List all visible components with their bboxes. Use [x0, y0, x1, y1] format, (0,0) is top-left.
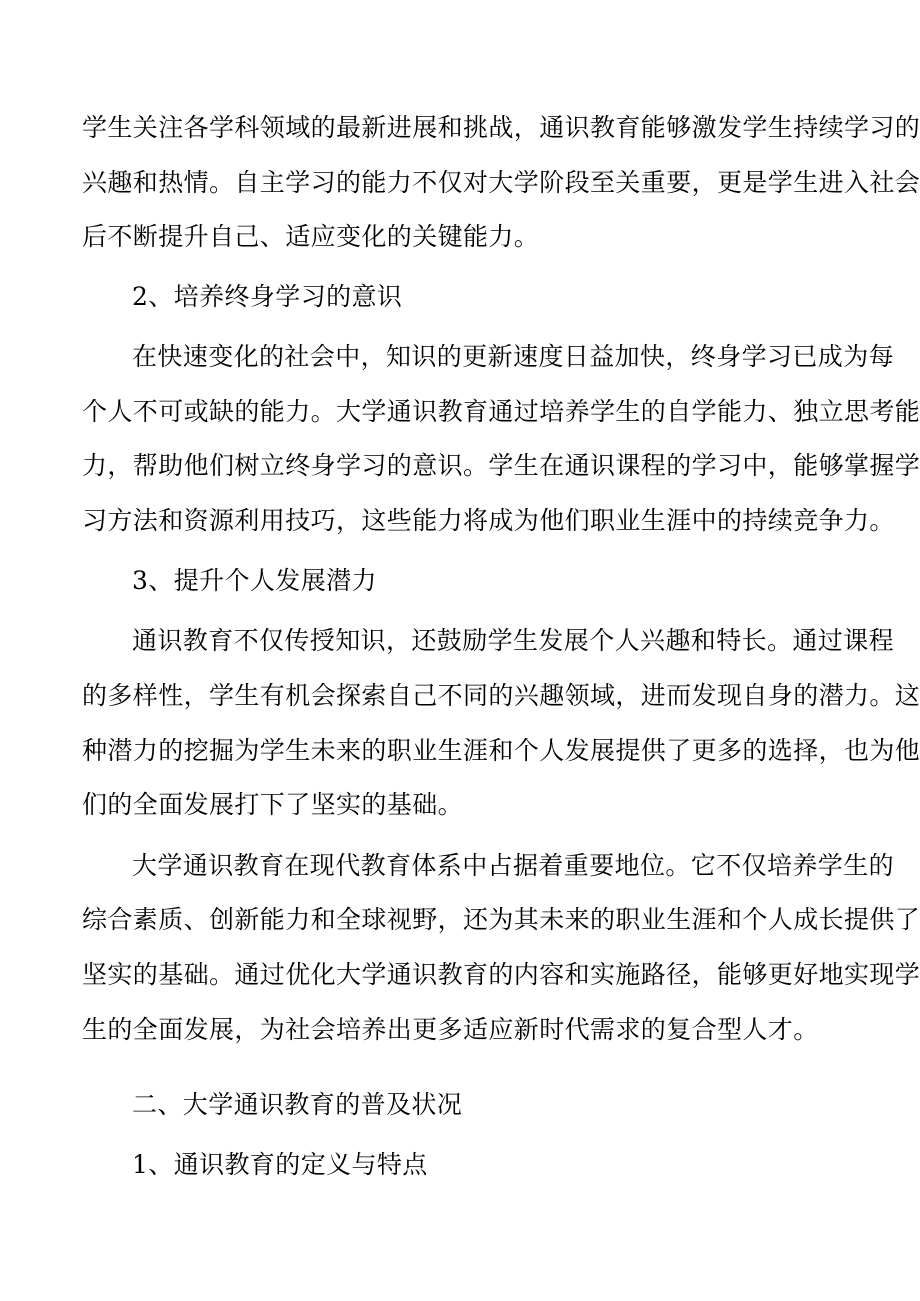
paragraph-2-line-1: 在快速变化的社会中，知识的更新速度日益加快，终身学习已成为每 — [132, 342, 895, 371]
paragraph-3-line-1: 通识教育不仅传授知识，还鼓励学生发展个人兴趣和特长。通过课程 — [132, 626, 895, 655]
paragraph-4-line-3: 坚实的基础。通过优化大学通识教育的内容和实施路径，能够更好地实现学 — [82, 960, 920, 989]
paragraph-3-line-4: 们的全面发展打下了坚实的基础。 — [82, 790, 464, 819]
paragraph-1-line-3: 后不断提升自己、适应变化的关键能力。 — [82, 222, 540, 251]
heading-personal-potential: 3、提升个人发展潜力 — [132, 566, 377, 595]
paragraph-3-line-3: 种潜力的挖掘为学生未来的职业生涯和个人发展提供了更多的选择，也为他 — [82, 736, 920, 765]
paragraph-3-line-2: 的多样性，学生有机会探索自己不同的兴趣领域，进而发现自身的潜力。这 — [82, 681, 920, 710]
subsection-title: 1、通识教育的定义与特点 — [132, 1150, 428, 1179]
paragraph-4-line-1: 大学通识教育在现代教育体系中占据着重要地位。它不仅培养学生的 — [132, 851, 895, 880]
heading-lifelong-learning: 2、培养终身学习的意识 — [132, 282, 403, 311]
paragraph-2-line-4: 习方法和资源利用技巧，这些能力将成为他们职业生涯中的持续竞争力。 — [82, 506, 895, 535]
paragraph-4-line-2: 综合素质、创新能力和全球视野，还为其未来的职业生涯和个人成长提供了 — [82, 905, 920, 934]
paragraph-2-line-3: 力，帮助他们树立终身学习的意识。学生在通识课程的学习中，能够掌握学 — [82, 451, 920, 480]
paragraph-1-line-1: 学生关注各学科领域的最新进展和挑战，通识教育能够激发学生持续学习的 — [82, 113, 920, 142]
paragraph-2-line-2: 个人不可或缺的能力。大学通识教育通过培养学生的自学能力、独立思考能 — [82, 397, 920, 426]
paragraph-1-line-2: 兴趣和热情。自主学习的能力不仅对大学阶段至关重要，更是学生进入社会 — [82, 168, 920, 197]
section-title: 二、大学通识教育的普及状况 — [132, 1090, 463, 1119]
paragraph-4-line-4: 生的全面发展，为社会培养出更多适应新时代需求的复合型人才。 — [82, 1015, 819, 1044]
